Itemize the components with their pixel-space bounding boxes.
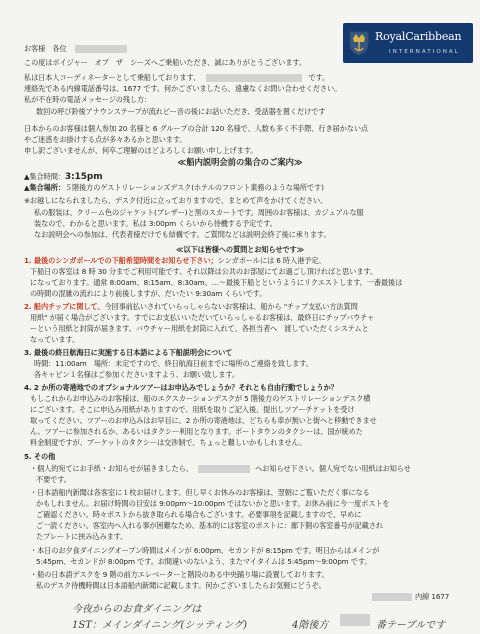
redacted-number xyxy=(340,614,370,626)
brand-subtitle: INTERNATIONAL xyxy=(389,49,460,55)
faq-heading: ≪以下は皆様への質問とお知らせです≫ xyxy=(175,245,305,254)
handwritten-redacted xyxy=(340,614,370,626)
briefing-heading: ≪船内説明会前の集合のご案内≫ xyxy=(177,157,303,167)
q3-body-2: 各キャビン１名様はご参加くださいますよう、お願い致します。 xyxy=(34,370,239,379)
royal-caribbean-logo xyxy=(343,23,473,63)
q4-body-1: もしこれからお申込みのお客様は、船のエクスカーションデスクが 5 階後方のゲストリレーションデスク横 xyxy=(30,394,371,403)
handwritten-line-4: 番テーブルです xyxy=(376,620,446,631)
intro-line-3: 連絡先である内線電話番号は、1677 です。何かございましたら、遠慮なくお問い合わせください。 xyxy=(24,84,342,93)
group-note-3: 申し訳ございませんが、何卒ご理解のほどよろしくお願い申し上げます。 xyxy=(24,146,258,155)
q4-body-5: 料金制度ですが、ブーケットのタクシーは交渉制で、ちょっと難しいかもしれません。 xyxy=(30,438,307,447)
q2-body-4: なっています。 xyxy=(30,335,80,344)
group-note-2: やご迷惑をお掛けする点が多々あるかと思います。 xyxy=(24,135,187,144)
q1-body-1: 下船日の客室は 8 時 30 分までご利用可能です。それ以降は公共のお部屋にてお過ごし頂ければと思います。 xyxy=(30,267,378,276)
q1-body-2: になっております。通常 8:00am、8:15am、8:30am、…～最後下船とというようにリクエストします。一番最後は xyxy=(30,278,403,287)
q2-title: 2. 船内チップに関して、今回事前払いされていらっしゃらないお客様は、船から "チップ支払い方法質問 xyxy=(24,302,358,311)
handwritten-line-2: 1ST：メインダイニング(シッティング) xyxy=(72,620,248,631)
q5-item-4b: 私のデスク待機時間は日本語船内新聞に記載します。何かございましたらお気軽にどうぞ。 xyxy=(36,581,326,590)
q2-body-3: ーという用紙と封筒が届きます。バウチャー用紙を封筒に入れて、各担当者へ 渡していただくシステムと xyxy=(30,324,369,333)
greeting: お客様 各位 xyxy=(24,44,127,53)
q1-body-3: の時間の混雑の流れにより前後しますが、だいたい 9:30am くらいです。 xyxy=(30,289,267,298)
q5-item-3b: 5:45pm、セカンドが 8:00pm です。お間違いのないよう、またマイタイムは 5:45pm～9:00pm です。 xyxy=(36,557,372,566)
briefing-note-4: なお説明会への参加は、代表者様だけでも結構です。ご質問などは説明会終了後に承ります。 xyxy=(34,230,331,239)
crown-anchor-icon xyxy=(347,28,371,56)
q5-item-2c: ご確認ください。時々ポストから抜き取られる場合もございます。必要事項を記載しますので、早めに xyxy=(36,510,362,519)
q4-body-3: 取ってください。ツアーのお申込みはお早目に。2 か所の寄港地は、どちらも車が無いと街へと移動できませ xyxy=(30,416,377,425)
briefing-note-2: 私の服装は、クリーム色のジャケット(ブレザー)と黒のスカートです。周囲のお客様は、カジュアルな服 xyxy=(34,208,364,217)
meeting-place: ▲集合場所：５階後方のゲストリレーションズデスク(ホテルのフロント業務のような場所です) xyxy=(24,183,324,192)
group-note-1: 日本からのお客様は個人参加 20 名様と 6 グループの合計 120 名様で、人数も多く不手際、行き届かない点 xyxy=(24,124,368,133)
q5-item-2b: かもしれません。お届け時間の目安は 9:00pm～10:00pm ではないかと思います。お休み前に今一度ポストを xyxy=(36,499,390,508)
briefing-note-1: ※お越しになられましたら、デスク付近に立っておりますので、まとめて声をかけてください。 xyxy=(24,196,328,205)
q5-item-1: ・個人的宛てにお手紙・お知らせが届きましたら、 へお知らせ下さい。個人宛でない用紙はお知らせ xyxy=(30,464,411,473)
q4-title: 4. 2 か所の寄港地でのオプショナルツアーはお申込みでしょうか？それとも自由行動でしょうか？ xyxy=(24,383,338,392)
intro-line-2: 私は日本人コーディネーターとして乗船しております、 です。 xyxy=(24,73,330,82)
redacted-name xyxy=(75,45,127,53)
briefing-note-3: 装なので、わかると思います。私は 3:00pm くらいから待機する予定です。 xyxy=(34,219,277,228)
q5-item-1b: 不要です。 xyxy=(36,475,71,484)
intro-line-5: 数回の呼び鈴後アナウンステープが流れピー音の後にお話いただき、受話器を置くだけです xyxy=(36,107,326,116)
q5-item-4a: ・船の日本語デスクを 9 階の前方エレベーターと階段のある中央踊り場に設置しております。 xyxy=(30,570,329,579)
handwritten-line-3: 4階後方 xyxy=(292,620,329,631)
meeting-time: ▲集合時間：3:15pm xyxy=(24,172,103,182)
q5-item-2e: たプレートに挟み込みます。 xyxy=(36,532,128,541)
redacted-name xyxy=(372,593,412,601)
q1-title: 1. 最後のシンガポールでの下船希望時間をお知らせ下さい；シンガポールには 6 時入港予定。 xyxy=(24,256,326,265)
q2-body-2: 用紙" が届く場合がございます。すでにお支払いいただいていらっしゃるお客様は、最終日にチップバウチャ xyxy=(30,313,375,322)
q5-title: 5. その他 xyxy=(24,452,56,461)
q4-body-4: ん。ツアーに参加されるか、あるいはタクシー利用となります。ポートタウンのタクシーは、国が統めた xyxy=(30,427,363,436)
q5-item-2d: ご一読ください。客室内へ入れる事が困難なため、基本的には客室のポストに：廊下側の客室番号が記載され xyxy=(36,521,384,530)
extension-line: 内線 1677 xyxy=(372,592,449,601)
redacted-name xyxy=(198,465,250,473)
brand-name: RoyalCaribbean xyxy=(375,30,462,43)
q3-body-1: 時間：11:00am 場所：未定ですので、終日航海日前までに場所のご連絡を致します。 xyxy=(34,359,313,368)
redacted-name xyxy=(206,74,302,82)
q5-item-2a: ・日本語船内新聞は各客室に１枚お届けします。但し早くお休みのお客様は、翌朝にご覧いただく事になる xyxy=(30,488,370,497)
q5-item-3a: ・本日のお夕食ダイニングオープン時間はメインが 6:00pm、セカンドが 8:15pm です。明日からはメインが xyxy=(30,546,380,555)
q3-title: 3. 最後の終日航海日に実施する日本語による下船説明会について xyxy=(24,348,233,357)
intro-line-4: 私が不在時の電話メッセージの残し方： xyxy=(24,95,152,104)
handwritten-line-1: 今夜からのお食ダイニングは xyxy=(72,604,202,615)
intro-line-1: この度はボイジャー オブ ザ シーズへご乗船いただき、誠にありがとうございます。 xyxy=(24,58,306,67)
q4-body-2: にございます。そこに申込み用紙がありますので、用紙を取りご記入後、提出しツアーチケットを受け xyxy=(30,405,355,414)
